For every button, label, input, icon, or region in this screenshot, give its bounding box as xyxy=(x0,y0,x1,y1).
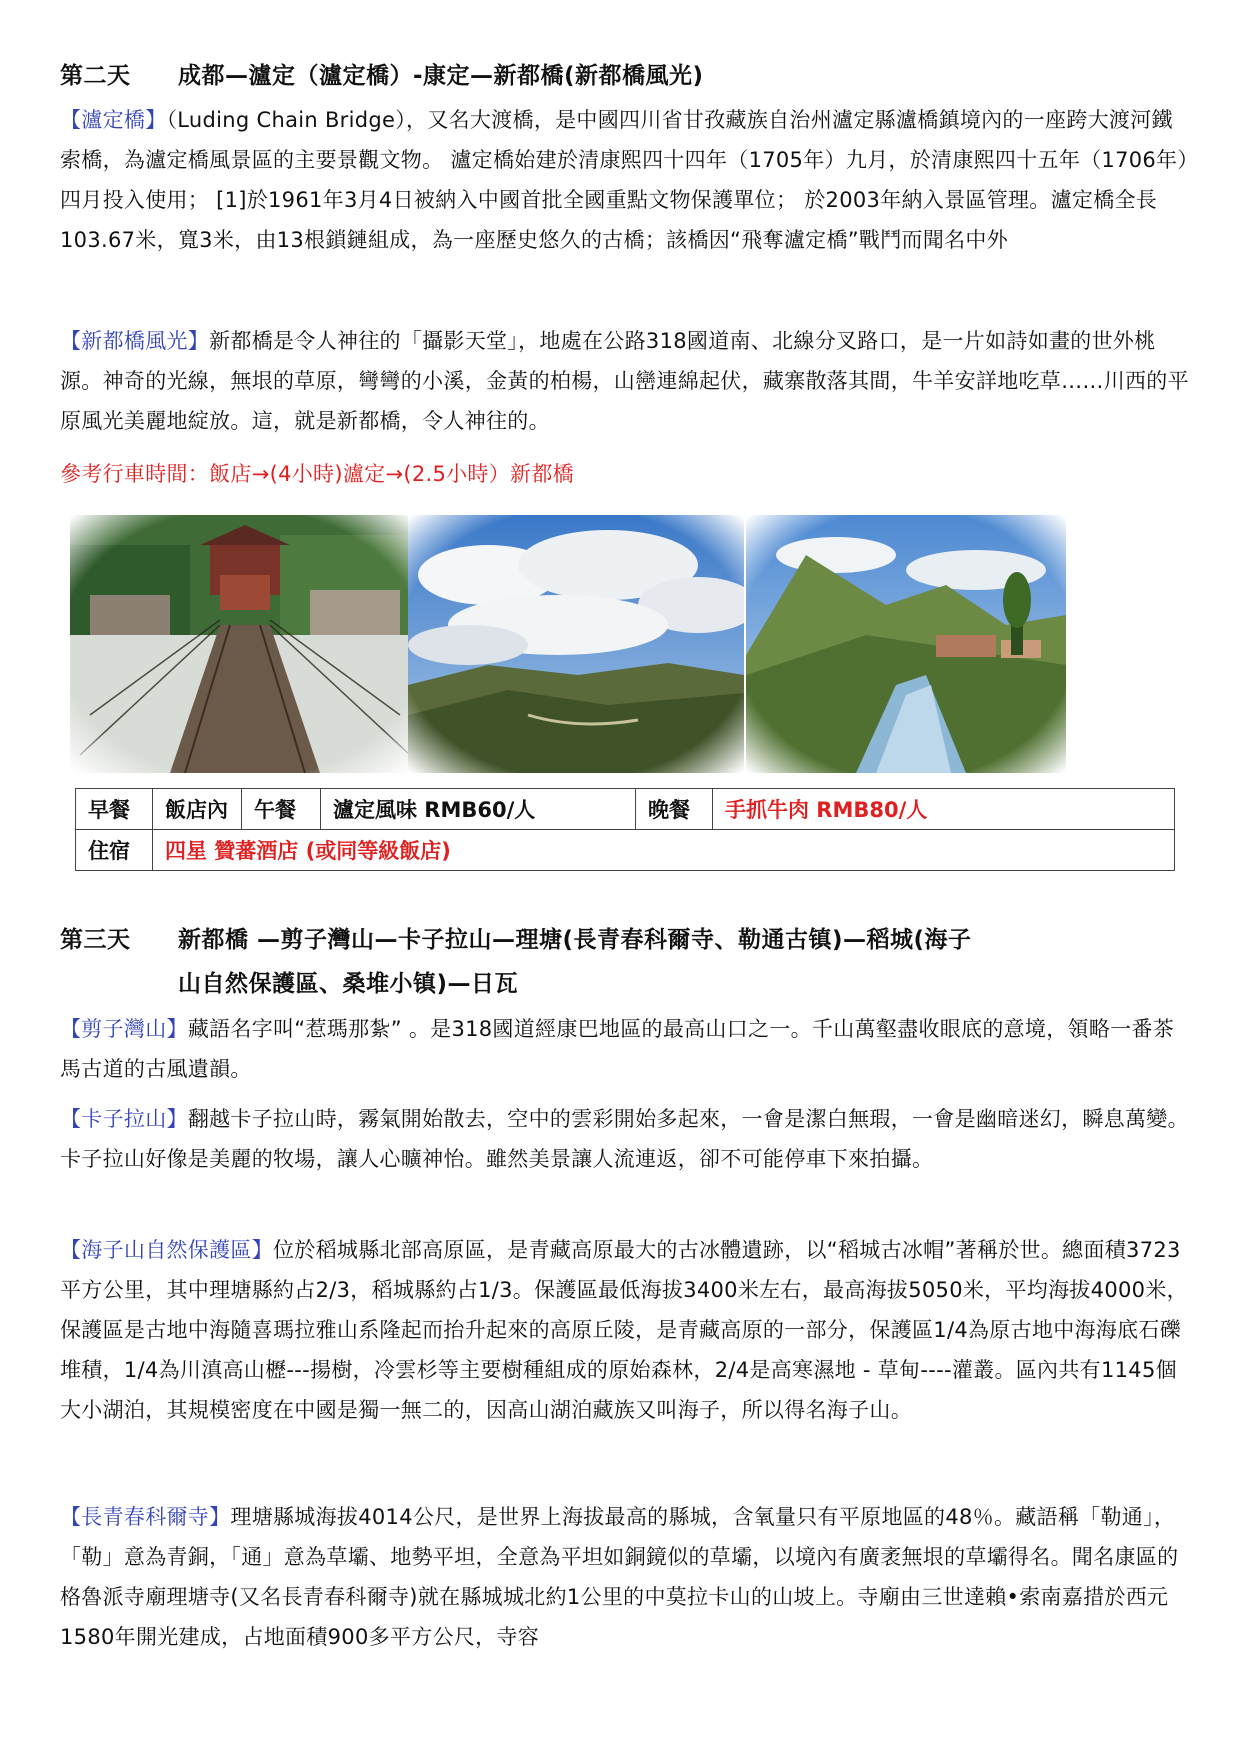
day3-title-line2: 山自然保護區、桑堆小镇)—日瓦 xyxy=(178,971,519,997)
meals-table xyxy=(75,788,1175,871)
hotel-value: 四星 贊蕃酒店 (或同等級飯店) xyxy=(153,830,1175,871)
changqing-text: 理塘縣城海拔4014公尺，是世界上海拔最高的縣城，含氧量只有平原地區的48％。藏語稱「勒通」，「勒」意為青銅，「通」意為草壩、地勢平坦，全意為平坦如銅鏡似的草壩，以境內有廣袤無垠的草壩得名。聞名康區的格魯派寺廟理塘寺(又名長青春科爾寺)就在縣城城北約1公里的中莫拉卡山的山坡上。寺廟由三世達賴•索南嘉措於西元1580年開光建成，占地面積900多平方公尺，寺容 xyxy=(60,1505,1179,1649)
xinduqiao-tag: 【新都橋風光】 xyxy=(60,329,210,353)
breakfast-label: 早餐 xyxy=(76,789,153,830)
day2-number: 第二天 xyxy=(60,63,131,89)
breakfast-value: 飯店內 xyxy=(153,789,242,830)
luding-bridge-paragraph xyxy=(60,100,1190,260)
kazila-paragraph xyxy=(60,1099,1190,1179)
day2-heading xyxy=(60,54,704,98)
changqing-paragraph xyxy=(60,1497,1190,1657)
photo-strip xyxy=(70,515,1180,773)
jianziwan-tag: 【剪子灣山】 xyxy=(60,1017,188,1041)
xinduqiao-text: 新都橋是令人神往的「攝影天堂」，地處在公路318國道南、北線分叉路口，是一片如詩如畫的世外桃源。神奇的光線，無垠的草原，彎彎的小溪，金黃的柏楊，山巒連綿起伏，藏寨散落其間，牛羊安詳地吃草……川西的平原風光美麗地綻放。這，就是新都橋，令人神往的。 xyxy=(60,329,1189,433)
changqing-tag: 【長青春科爾寺】 xyxy=(60,1505,231,1529)
xinduqiao-paragraph xyxy=(60,321,1190,441)
day3-title-line1: 新都橋 —剪子灣山—卡子拉山—理塘(長青春科爾寺、勒通古镇)—稻城(海子 xyxy=(178,927,972,953)
kazila-tag: 【卡子拉山】 xyxy=(60,1107,188,1131)
dinner-label: 晚餐 xyxy=(636,789,713,830)
lunch-label: 午餐 xyxy=(242,789,321,830)
jianziwan-text: 藏語名字叫“惹瑪那紮” 。是318國道經康巴地區的最高山口之一。千山萬壑盡收眼底的意境，領略一番茶馬古道的古風遺韻。 xyxy=(60,1017,1175,1081)
haizishan-paragraph xyxy=(60,1230,1190,1430)
table-row xyxy=(76,789,1175,830)
table-row xyxy=(76,830,1175,871)
drive-time-note: 參考行車時間：飯店→(4小時)瀘定→(2.5小時）新都橋 xyxy=(60,462,574,486)
haizishan-tag: 【海子山自然保護區】 xyxy=(60,1238,273,1262)
luding-bridge-text: （Luding Chain Bridge），又名大渡橋，是中國四川省甘孜藏族自治州瀘定縣瀘橋鎮境內的一座跨大渡河鐵索橋，為瀘定橋風景區的主要景觀文物。 瀘定橋始建於清康熙四十四年（1705年）九月，於清康熙四十五年（1706年）四月投入使用； [1]於1961年3月4日被納入中國首批全國重點文物保護單位； 於2003年納入景區管理。瀘定橋全長103.67米，寬3米，由13根鎖鏈組成，為一座歷史悠久的古橋；該橋因“飛奪瀘定橋”戰鬥而聞名中外 xyxy=(60,108,1189,252)
sky-valley-photo xyxy=(408,515,744,773)
hotel-label: 住宿 xyxy=(76,830,153,871)
day3-number: 第三天 xyxy=(60,927,131,953)
jianziwan-paragraph xyxy=(60,1009,1190,1089)
river-valley-photo xyxy=(746,515,1066,773)
kazila-text: 翻越卡子拉山時，霧氣開始散去，空中的雲彩開始多起來，一會是潔白無瑕，一會是幽暗迷幻，瞬息萬變。卡子拉山好像是美麗的牧場，讓人心曠神怡。雖然美景讓人流連返，卻不可能停車下來拍攝。 xyxy=(60,1107,1189,1171)
day3-heading xyxy=(60,918,972,1006)
luding-bridge-tag: 【瀘定橋】 xyxy=(60,108,167,132)
day2-title: 成都—瀘定（瀘定橋）-康定—新都橋(新都橋風光) xyxy=(178,63,704,89)
luding-bridge-photo xyxy=(70,515,414,773)
lunch-value: 瀘定風味 RMB60/人 xyxy=(321,789,636,830)
haizishan-text: 位於稻城縣北部高原區，是青藏高原最大的古冰體遺跡，以“稻城古冰帽”著稱於世。總面積3723平方公里，其中理塘縣約占2/3，稻城縣約占1/3。保護區最低海拔3400米左右，最高海拔5050米，平均海拔4000米，保護區是古地中海隨喜瑪拉雅山系隆起而抬升起來的高原丘陵，是青藏高原的一部分，保護區1/4為原古地中海海底石礫堆積，1/4為川滇高山櫪---揚樹，冷雲杉等主要樹種組成的原始森林，2/4是高寒濕地 - 草甸----灌叢。區內共有1145個大小湖泊，其規模密度在中國是獨一無二的，因高山湖泊藏族又叫海子，所以得名海子山。 xyxy=(60,1238,1188,1422)
dinner-value: 手抓牛肉 RMB80/人 xyxy=(713,789,1175,830)
